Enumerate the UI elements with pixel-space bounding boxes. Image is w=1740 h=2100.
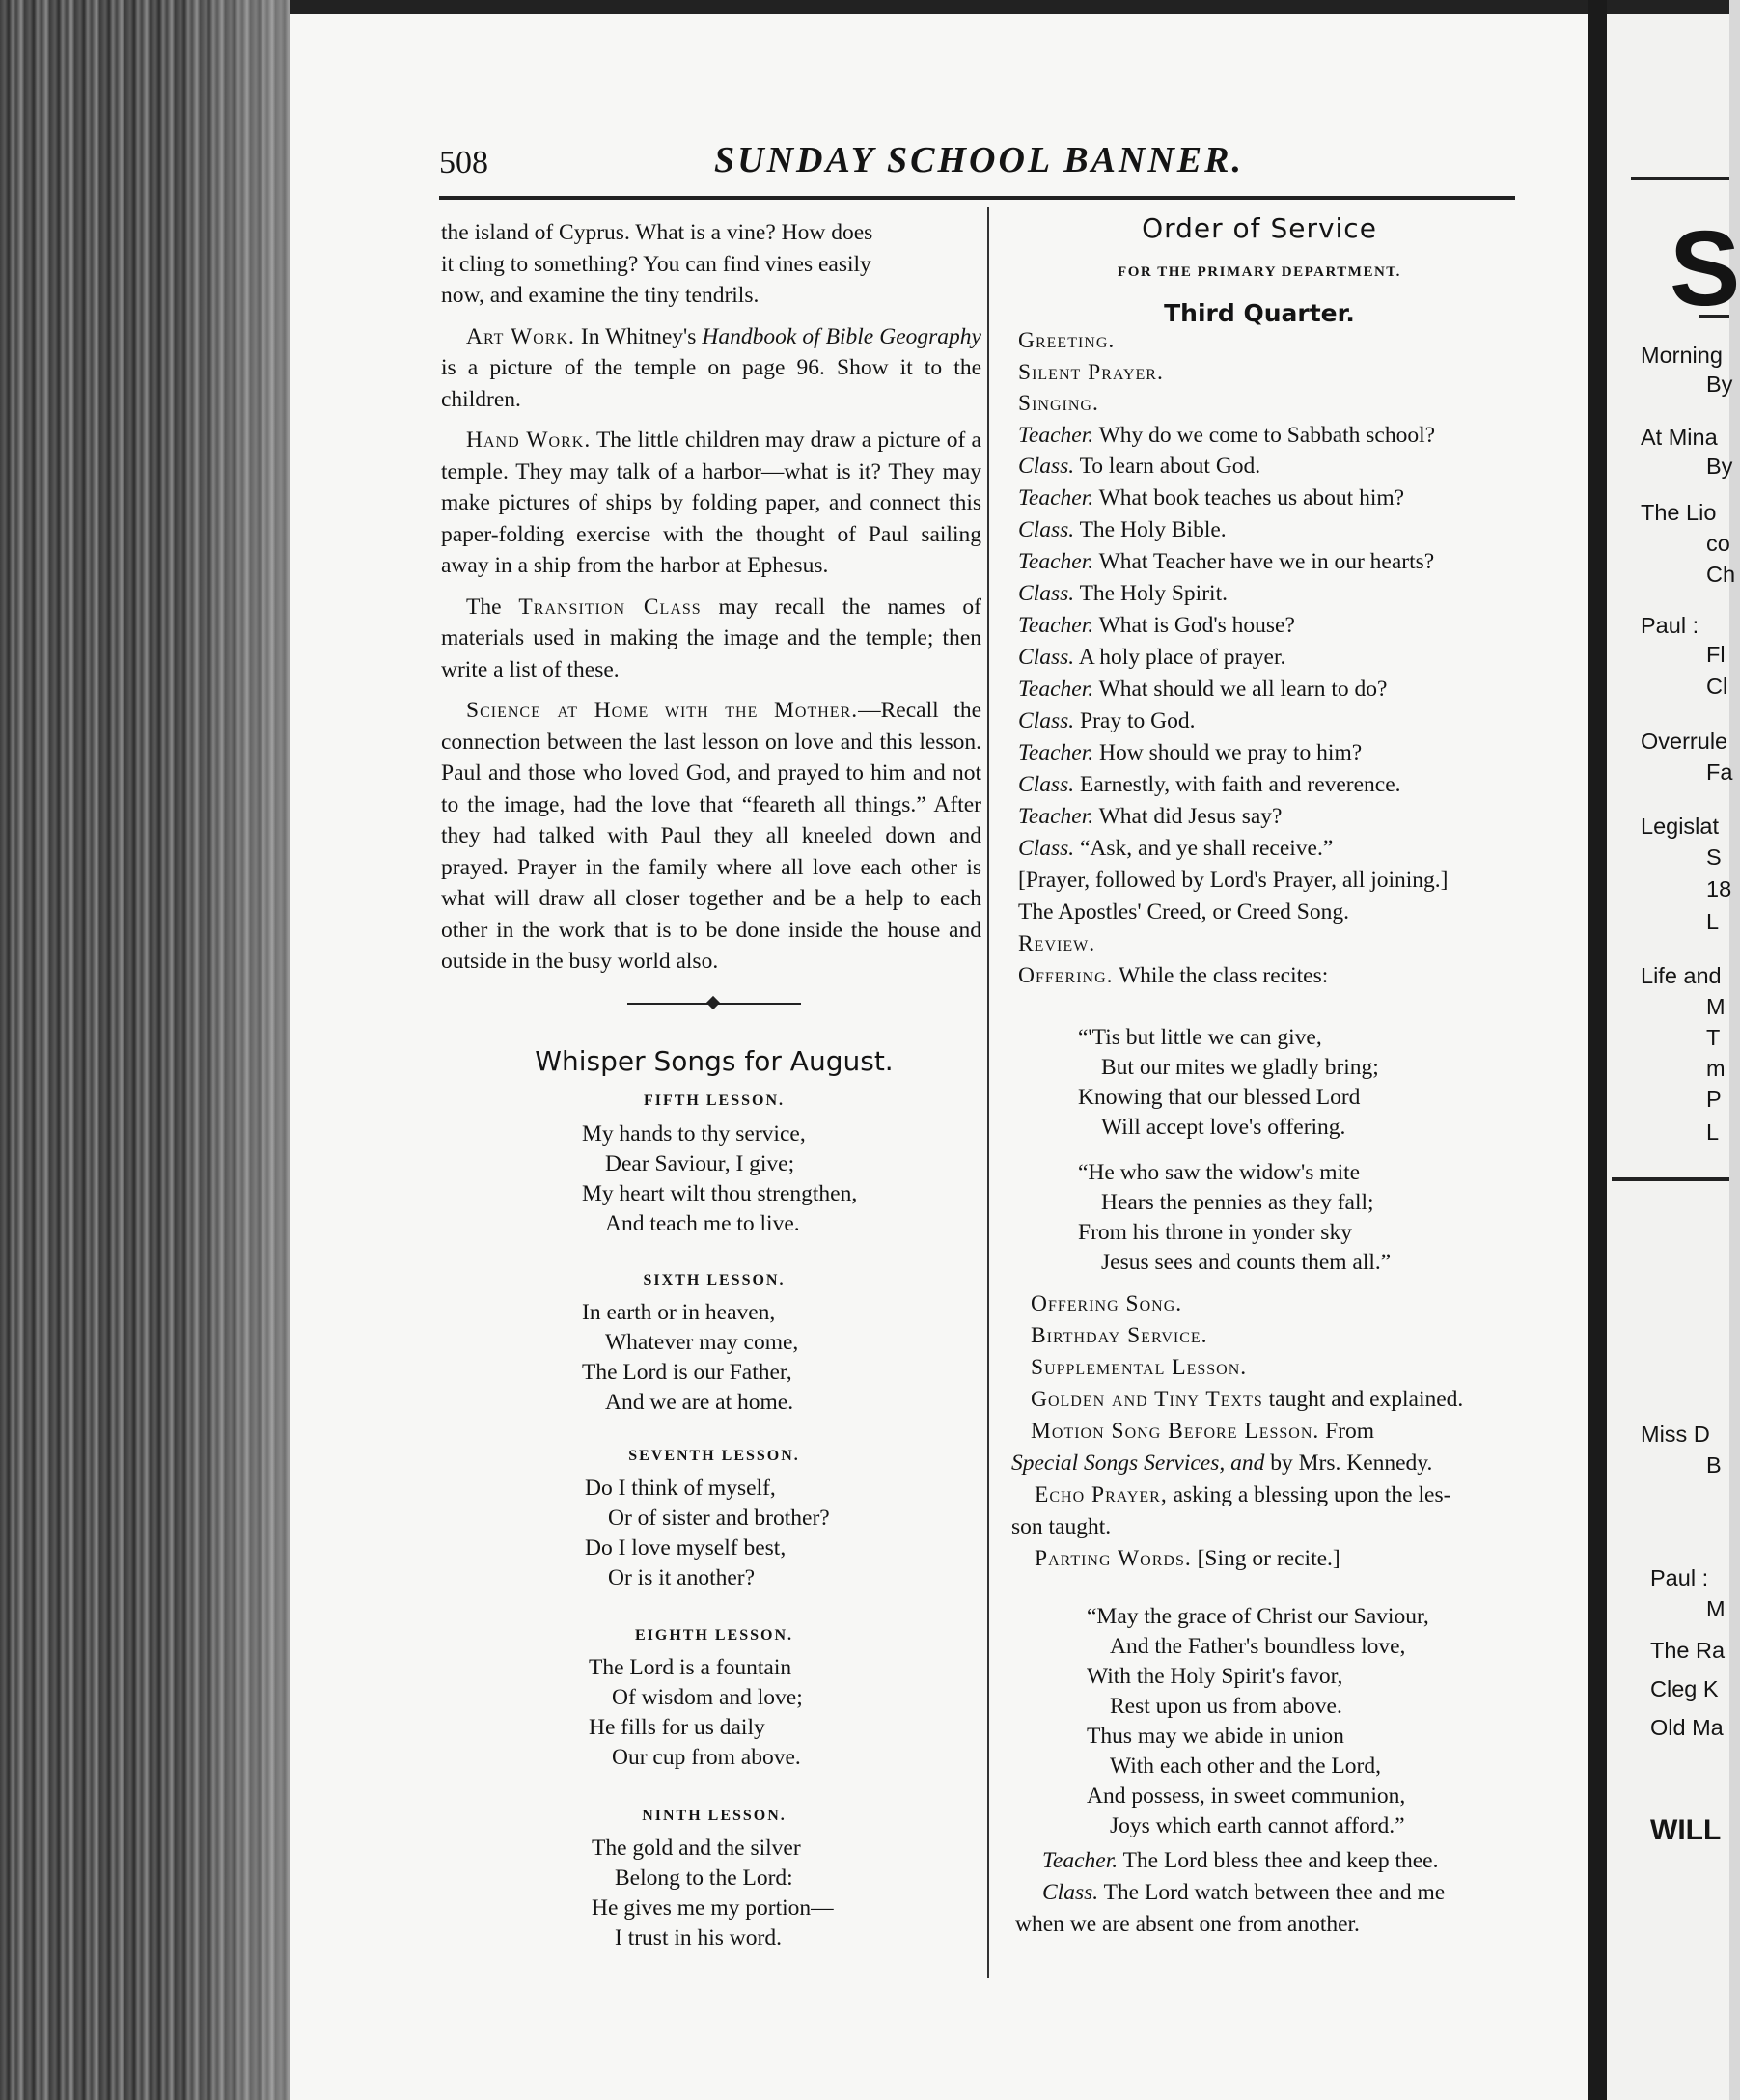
lesson-verse: [589, 1653, 803, 1773]
poem-line: With each other and the Lord,: [1110, 1754, 1381, 1779]
header-rule: [439, 196, 1515, 200]
facing-page-fragment: By: [1706, 454, 1733, 479]
echo-text: asking a blessing upon the les-: [1167, 1482, 1451, 1507]
intro-line: the island of Cyprus. What is a vine? How does: [441, 220, 873, 245]
dialogue-text: What Teacher have we in our hearts?: [1093, 549, 1435, 574]
poem-line: “May the grace of Christ our Saviour,: [1087, 1604, 1429, 1629]
poem-line: And possess, in sweet communion,: [1087, 1783, 1406, 1809]
verse-line: The gold and the silver: [592, 1836, 801, 1861]
book-title: Handbook of Bible Geography: [702, 323, 981, 349]
verse-line: The Lord is our Father,: [582, 1360, 792, 1385]
transition-pre: The: [466, 594, 519, 620]
dialogue-line: [1018, 485, 1404, 511]
speaker: Teacher.: [1018, 485, 1094, 511]
art-work-paragraph: [441, 321, 981, 416]
dialogue-text: Earnestly, with faith and reverence.: [1074, 772, 1401, 797]
motion-text: From: [1319, 1419, 1375, 1444]
speaker: Teacher.: [1018, 549, 1094, 574]
transition-paragraph: [441, 592, 981, 686]
creed-line: The Apostles' Creed, or Creed Song.: [1018, 899, 1349, 925]
hand-work-label: Hand Work.: [466, 428, 592, 453]
science-label: Science at Home with the Mother.: [466, 698, 859, 723]
facing-page-fragment: Legislat: [1641, 814, 1719, 839]
dialogue-line: [1018, 708, 1195, 734]
speaker: Teacher.: [1018, 740, 1094, 765]
lesson-verse: [582, 1119, 857, 1239]
closing-dialogue: [1042, 1848, 1439, 1874]
dialogue-line: [1018, 740, 1362, 766]
poem-line: And the Father's boundless love,: [1110, 1634, 1406, 1659]
facing-page-fragment: Cl: [1706, 674, 1728, 699]
verse-line: Do I think of myself,: [585, 1476, 776, 1501]
poem-line: Thus may we abide in union: [1087, 1724, 1344, 1749]
spine-shadow: [174, 0, 290, 2100]
facing-page-fragment: 18: [1706, 876, 1732, 901]
dialogue-line: [1018, 772, 1401, 798]
speaker: Teacher.: [1042, 1848, 1119, 1873]
speaker: Class.: [1018, 517, 1075, 542]
poem-line: Rest upon us from above.: [1110, 1694, 1342, 1719]
dialogue-text: What book teaches us about him?: [1093, 485, 1405, 511]
facing-page-fragment: Ch: [1706, 562, 1736, 587]
facing-page-fragment: Fa: [1706, 760, 1733, 785]
parting-words-line: [1035, 1546, 1340, 1572]
dialogue-text: How should we pray to him?: [1093, 740, 1363, 765]
facing-page-fragment: T: [1706, 1025, 1721, 1050]
echo-prayer-line-2: son taught.: [1011, 1514, 1112, 1539]
speaker: Teacher.: [1018, 804, 1094, 829]
facing-page-rule: [1631, 177, 1729, 180]
dialogue-text: The Holy Spirit.: [1074, 581, 1228, 606]
facing-page-fragment: M: [1706, 994, 1726, 1019]
dialogue-line: [1018, 836, 1333, 862]
art-work-label: Art Work.: [466, 323, 575, 349]
facing-page-fragment: Fl: [1706, 642, 1726, 667]
dialogue-line: [1018, 517, 1227, 543]
facing-page-fragment: WILL: [1650, 1814, 1722, 1846]
intro-paragraph: [441, 217, 981, 312]
echo-label: Echo Prayer,: [1035, 1482, 1168, 1507]
quarter-heading: Third Quarter.: [1164, 299, 1355, 327]
dialogue-text: “Ask, and ye shall receive.”: [1074, 836, 1334, 861]
service-item: Birthday Service.: [1031, 1323, 1208, 1348]
offering-poem: [1078, 1023, 1379, 1143]
lesson-title: SIXTH LESSON.: [643, 1272, 786, 1288]
left-column-text: [441, 217, 981, 987]
poem-line: Will accept love's offering.: [1101, 1115, 1346, 1140]
echo-prayer-line: [1035, 1482, 1450, 1508]
verse-line: And teach me to live.: [605, 1211, 800, 1236]
facing-page-fragment: S: [1706, 844, 1722, 870]
poem-line: From his throne in yonder sky: [1078, 1220, 1352, 1245]
dialogue-text: What should we all learn to do?: [1093, 677, 1388, 702]
dialogue-line: [1018, 581, 1228, 607]
science-text: —Recall the connection between the last lesson on love and this lesson. Paul and those who loved God, and prayed to him and not to the image, had the love that “feareth all things.” After they had talked with Paul they all kneeled down and prayed. Prayer in the family where all love each other is what will draw all closer together and be a help to each other in the work that is to be done inside the house and outside in the busy world also.: [441, 698, 982, 974]
verse-line: In earth or in heaven,: [582, 1300, 776, 1325]
verse-line: He fills for us daily: [589, 1715, 765, 1740]
facing-page-rule: [1612, 1177, 1729, 1181]
intro-line: now, and examine the tiny tendrils.: [441, 283, 760, 308]
closing-hymn: [1087, 1602, 1429, 1841]
poem-line: With the Holy Spirit's favor,: [1087, 1664, 1343, 1689]
science-paragraph: [441, 695, 981, 978]
dialogue-text: Why do we come to Sabbath school?: [1093, 423, 1436, 448]
verse-line: Or of sister and brother?: [608, 1506, 830, 1531]
speaker: Class.: [1018, 836, 1075, 861]
facing-page-rule: [1699, 315, 1729, 318]
closing-last-line: when we are absent one from another.: [1015, 1912, 1360, 1937]
speaker: Class.: [1018, 708, 1075, 733]
golden-label: Golden and Tiny Texts: [1031, 1387, 1263, 1412]
verse-line: Our cup from above.: [612, 1745, 801, 1770]
hand-work-paragraph: [441, 425, 981, 582]
speaker: Teacher.: [1018, 423, 1094, 448]
service-item: Supplemental Lesson.: [1031, 1355, 1248, 1380]
column-divider: [987, 207, 989, 1978]
art-work-text: In Whitney's: [574, 323, 703, 349]
service-item: Greeting.: [1018, 328, 1116, 353]
transition-label: Transition Class: [518, 594, 702, 620]
facing-page-fragment: M: [1706, 1596, 1726, 1621]
facing-page-fragment: The Lio: [1641, 500, 1717, 525]
dialogue-line: [1018, 677, 1387, 703]
lesson-title: SEVENTH LESSON.: [628, 1448, 800, 1464]
facing-page-fragment: Paul :: [1650, 1565, 1709, 1590]
dialogue-line: [1018, 613, 1295, 639]
speaker: Class.: [1018, 772, 1075, 797]
motion-label: Motion Song Before Lesson.: [1031, 1419, 1320, 1444]
closing-dialogue: [1042, 1880, 1445, 1906]
facing-page-fragment: Paul :: [1641, 613, 1699, 638]
facing-page-fragment: m: [1706, 1056, 1726, 1081]
facing-page-fragment: P: [1706, 1087, 1722, 1112]
facing-page-fragment: At Mina: [1641, 425, 1718, 450]
facing-page-fragment: Overrule: [1641, 729, 1728, 754]
book-gutter: [1588, 0, 1607, 2100]
motion-book: Special Songs Services, and: [1011, 1451, 1265, 1476]
verse-line: The Lord is a fountain: [589, 1655, 792, 1680]
review-item: Review.: [1018, 931, 1096, 956]
dialogue-text: The Holy Bible.: [1074, 517, 1227, 542]
motion-song-line: [1031, 1419, 1374, 1445]
poem-line: Joys which earth cannot afford.”: [1110, 1813, 1405, 1838]
parting-label: Parting Words.: [1035, 1546, 1192, 1571]
transition-text: may recall the names of materials used in making the image and the temple; then write a list of these.: [441, 594, 981, 682]
page-number: 508: [439, 145, 488, 180]
service-item: Singing.: [1018, 391, 1099, 416]
speaker: Class.: [1018, 454, 1075, 479]
verse-line: Dear Saviour, I give;: [605, 1151, 795, 1176]
dialogue-text: A holy place of prayer.: [1074, 645, 1286, 670]
offering-text: While the class recites:: [1113, 963, 1329, 988]
dialogue-line: [1018, 804, 1283, 830]
dialogue-text: What did Jesus say?: [1093, 804, 1283, 829]
order-of-service-title: Order of Service: [1142, 212, 1377, 244]
facing-page-fragment: L: [1706, 1119, 1720, 1145]
speaker: Teacher.: [1018, 677, 1094, 702]
running-title: SUNDAY SCHOOL BANNER.: [714, 140, 1245, 180]
verse-line: Do I love myself best,: [585, 1535, 787, 1561]
verse-line: I trust in his word.: [615, 1925, 782, 1950]
parting-text: [Sing or recite.]: [1191, 1546, 1340, 1571]
facing-page-fragment: Cleg K: [1650, 1676, 1719, 1701]
verse-line: Belong to the Lord:: [615, 1865, 793, 1891]
facing-page-fragment: Old Ma: [1650, 1715, 1724, 1740]
poem-line: Hears the pennies as they fall;: [1101, 1190, 1374, 1215]
verse-line: Or is it another?: [608, 1565, 756, 1590]
facing-page-fragment: Life and: [1641, 963, 1722, 988]
facing-page-fragment: The Ra: [1650, 1638, 1726, 1663]
lesson-verse: [582, 1298, 798, 1418]
facing-page-fragment: Morning: [1641, 343, 1723, 368]
dialogue-text: To learn about God.: [1074, 454, 1261, 479]
intro-line: it cling to something? You can find vines easily: [441, 251, 871, 277]
dialogue-line: [1018, 549, 1434, 575]
top-shadow: [290, 0, 1729, 14]
dialogue-text: The Lord bless thee and keep thee.: [1118, 1848, 1439, 1873]
dialogue-text: The Lord watch between thee and me: [1098, 1880, 1446, 1905]
motion-song-line-2: [1011, 1451, 1432, 1477]
verse-line: My heart wilt thou strengthen,: [582, 1181, 858, 1206]
order-of-service-subtitle: FOR THE PRIMARY DEPARTMENT.: [1118, 264, 1401, 280]
offering-line: [1018, 963, 1328, 989]
widow-mite-poem: [1078, 1158, 1391, 1278]
lesson-title: EIGHTH LESSON.: [634, 1627, 794, 1644]
facing-page-fragment: co: [1706, 531, 1730, 556]
speaker: Class.: [1018, 645, 1075, 670]
verse-line: Of wisdom and love;: [612, 1685, 803, 1710]
dialogue-text: What is God's house?: [1093, 613, 1295, 638]
facing-page-fragment: Miss D: [1641, 1422, 1710, 1447]
hand-work-text: The little children may draw a picture of a temple. They may talk of a harbor—what is it? They may make pictures of ships by folding paper, and connect this paper-folding exercise with the thought of Paul sailing away in a ship from the harbor at Ephesus.: [441, 428, 981, 578]
verse-line: Whatever may come,: [605, 1330, 799, 1355]
lesson-title: NINTH LESSON.: [642, 1808, 787, 1824]
poem-line: “He who saw the widow's mite: [1078, 1160, 1361, 1185]
poem-line: “'Tis but little we can give,: [1078, 1025, 1322, 1050]
speaker: Class.: [1042, 1880, 1099, 1905]
verse-line: My hands to thy service,: [582, 1121, 806, 1147]
offering-label: Offering.: [1018, 963, 1114, 988]
poem-line: Knowing that our blessed Lord: [1078, 1085, 1361, 1110]
facing-page-fragment: By: [1706, 372, 1733, 397]
prayer-note: [Prayer, followed by Lord's Prayer, all joining.]: [1018, 868, 1449, 893]
facing-page-fragment: B: [1706, 1452, 1722, 1478]
golden-text: taught and explained.: [1262, 1387, 1464, 1412]
golden-texts-line: [1031, 1387, 1463, 1413]
speaker: Teacher.: [1018, 613, 1094, 638]
poem-line: But our mites we gladly bring;: [1101, 1055, 1379, 1080]
art-work-text: is a picture of the temple on page 96. Show it to the children.: [441, 355, 981, 412]
motion-text-2: by Mrs. Kennedy.: [1264, 1451, 1433, 1476]
lesson-verse: [592, 1834, 834, 1953]
service-item: Offering Song.: [1031, 1291, 1183, 1316]
lesson-title: FIFTH LESSON.: [643, 1092, 786, 1109]
speaker: Class.: [1018, 581, 1075, 606]
whisper-songs-title: Whisper Songs for August.: [535, 1045, 894, 1077]
service-item: Silent Prayer.: [1018, 360, 1164, 385]
facing-page-big-letter: S: [1670, 209, 1740, 328]
verse-line: And we are at home.: [605, 1390, 794, 1415]
dialogue-text: Pray to God.: [1074, 708, 1196, 733]
verse-line: He gives me my portion—: [592, 1895, 834, 1920]
facing-page-fragment: L: [1706, 909, 1720, 934]
dialogue-line: [1018, 645, 1285, 671]
dialogue-line: [1018, 423, 1435, 449]
poem-line: Jesus sees and counts them all.”: [1101, 1250, 1392, 1275]
lesson-verse: [585, 1474, 830, 1593]
dialogue-line: [1018, 454, 1260, 480]
